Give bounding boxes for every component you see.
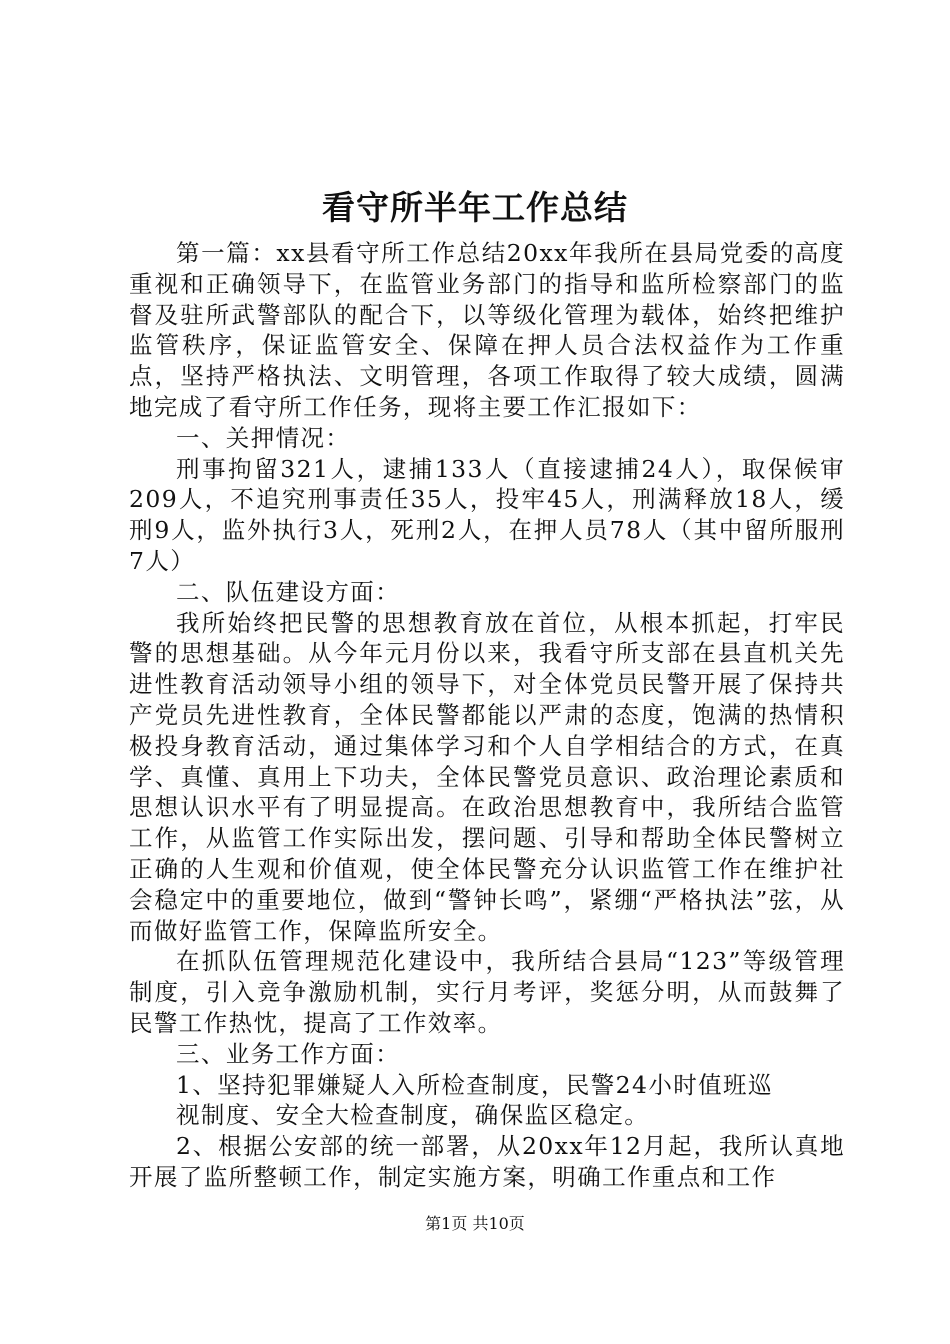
paragraph-team-education: 我所始终把民警的思想教育放在首位，从根本抓起，打牢民警的思想基础。从今年元月份以来，我看守所支部在县直机关先进性教育活动领导小组的领导下，对全体党员民警开展了保持共产党员先进性教育，全体民警都能以严肃的态度，饱满的热情积极投身教育活动，通过集体学习和个人自学相结合的方式，在真学、真懂、真用上下功夫，全体民警党员意识、政治理论素质和思想认识水平有了明显提高。在政治思想教育中，我所结合监管工作，从监管工作实际出发，摆问题、引导和帮助全体民警树立正确的人生观和价值观，使全体民警充分认识监管工作在维护社会稳定中的重要地位，做到“警钟长鸣”，紧绷“严格执法”弦，从而做好监管工作，保障监所安全。: [129, 608, 845, 945]
paragraph-detention-stats: 刑事拘留321人，逮捕133人（直接逮捕24人），取保候审209人，不追究刑事责任35人，投牢45人，刑满释放18人，缓刑9人，监外执行3人，死刑2人，在押人员78人（其中留所服刑7人）: [129, 454, 845, 575]
paragraph-business-item-1-cont: 视制度、安全大检查制度，确保监区稳定。: [176, 1101, 650, 1130]
section-heading-business: 三、业务工作方面：: [176, 1039, 401, 1068]
section-heading-team: 二、队伍建设方面：: [176, 577, 401, 606]
paragraph-business-item-1: 1、坚持犯罪嫌疑人入所检查制度，民警24小时值班巡: [176, 1070, 773, 1099]
document-body: [129, 238, 845, 1193]
paragraph-intro: 第一篇：xx县看守所工作总结20xx年我所在县局党委的高度重视和正确领导下，在监管业务部门的指导和监所检察部门的监督及驻所武警部队的配合下，以等级化管理为载体，始终把维护监管秩序，保证监管安全、保障在押人员合法权益作为工作重点，坚持严格执法、文明管理，各项工作取得了较大成绩，圆满地完成了看守所工作任务，现将主要工作汇报如下：: [129, 239, 845, 421]
section-heading-detention: 一、关押情况：: [176, 423, 351, 452]
document-title: 看守所半年工作总结: [322, 188, 628, 227]
paragraph-team-management: 在抓队伍管理规范化建设中，我所结合县局“123”等级管理制度，引入竞争激励机制，实行月考评，奖惩分明，从而鼓舞了民警工作热忱，提高了工作效率。: [129, 947, 845, 1037]
page-number-footer: 第1页 共10页: [425, 1214, 525, 1233]
paragraph-business-item-2: 2、根据公安部的统一部署，从20xx年12月起，我所认真地开展了监所整顿工作，制定实施方案，明确工作重点和工作: [129, 1132, 845, 1191]
